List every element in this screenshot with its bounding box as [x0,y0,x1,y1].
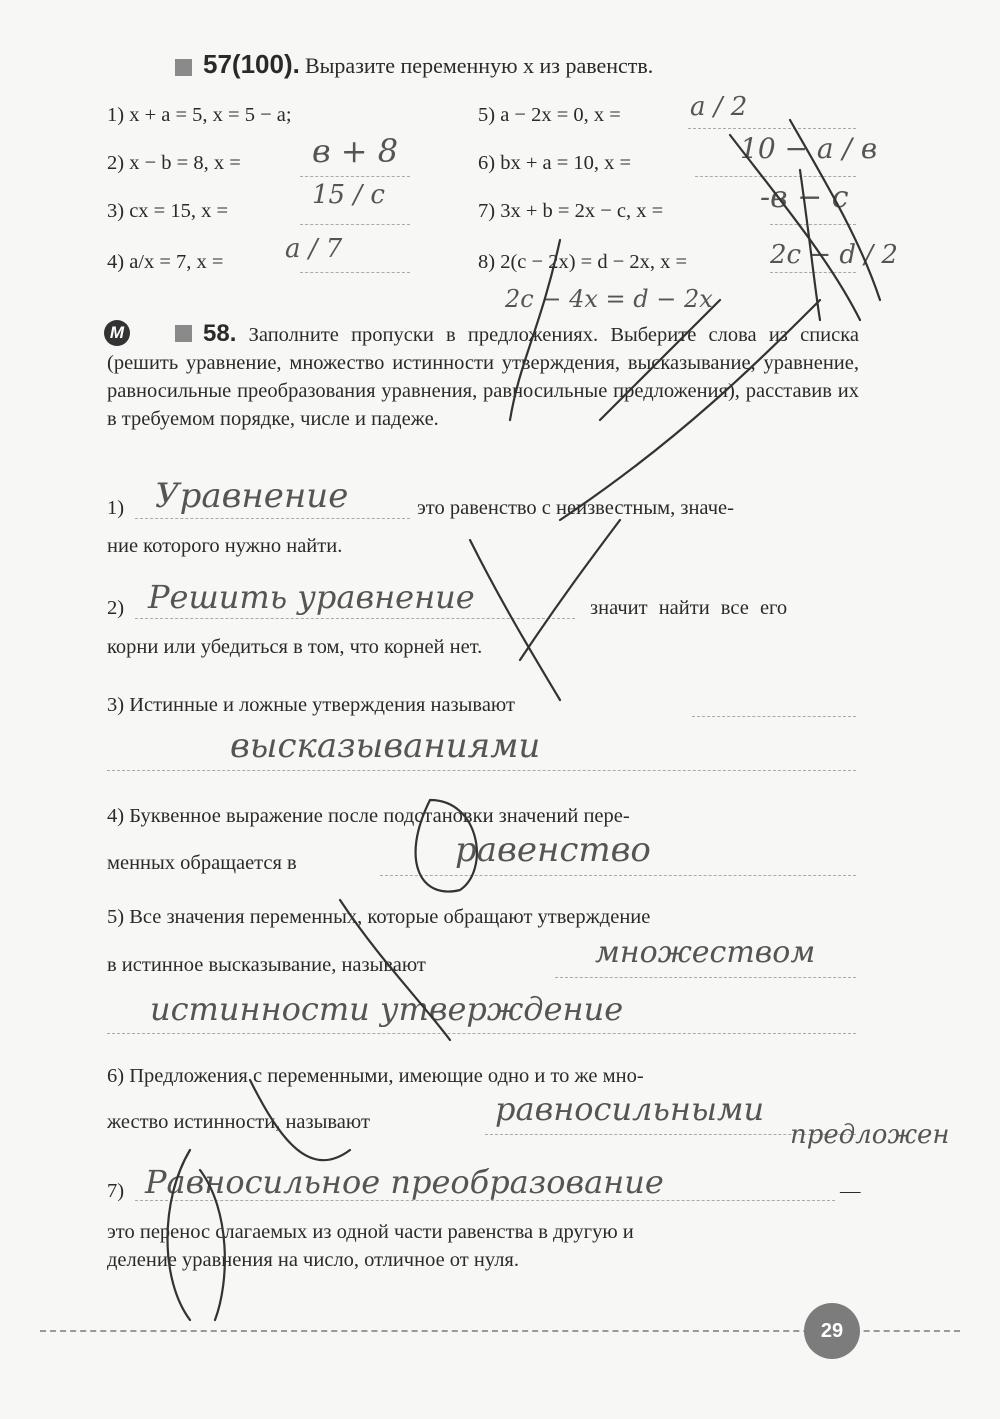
answer-2: Решить уравнение [148,578,475,616]
answer-1: Уравнение [155,476,349,516]
square-bullet-icon [175,59,192,76]
sentence-text: деление уравнения на число, отличное от нуля. [107,1249,519,1271]
pen-stroke [520,520,620,660]
page-number: 29 [804,1303,860,1359]
item-number: 7) [107,1180,125,1202]
sentence-text: значит найти все его [590,597,788,619]
instruction-text: Заполните пропуски в предложениях. Выберите слова из списка (решить уравнение, множество истинности утверждения, высказывание, уравнение, равносильные преобразования уравнения, равносильные предложения), расставив их в требуемом порядке, числе и падеже. [107,324,859,430]
task-58-instruction [107,320,859,433]
answer-line [555,977,856,978]
answer-line [688,128,856,129]
answer-3: 15 / c [312,180,385,210]
answer-5: множеством [595,935,816,970]
answer-line [770,224,856,225]
task-instruction: Выразите переменную x из равенств. [304,53,654,78]
equation-1: 1) x + a = 5, x = 5 − a; [107,104,292,126]
answer-line [300,224,410,225]
answer-line [380,875,856,876]
sentence-text: 3) Истинные и ложные утверждения называют [107,694,515,716]
equation-7: 7) 3x + b = 2x − c, x = [478,200,664,222]
equation-3: 3) cx = 15, x = [107,200,229,222]
answer-5: a / 2 [690,92,748,122]
item-number: 2) [107,597,125,619]
answer-8: 2c − d / 2 [770,240,898,270]
answer-7: Равносильное преобразование [145,1163,664,1201]
equation-5: 5) a − 2x = 0, x = [478,104,621,126]
answer-4: равенство [455,830,651,870]
answer-line [770,272,856,273]
equation-2: 2) x − b = 8, x = [107,152,241,174]
answer-2: в + 8 [312,132,399,170]
answer-line [692,716,856,717]
answer-6-continued: предложен [790,1120,950,1150]
answer-line [300,272,410,273]
sentence-text: ние которого нужно найти. [107,535,343,557]
answer-6: 10 − a / в [740,132,878,165]
pen-stroke [470,540,560,700]
equation-4: 4) a/x = 7, x = [107,251,224,273]
answer-line [135,518,410,519]
answer-line [107,1033,856,1034]
answer-7: -в − c [760,180,849,215]
item-number: 1) [107,497,125,519]
answer-5-continued: истинности утверждение [150,990,624,1028]
sentence-text: в истинное высказывание, называют [107,954,426,976]
answer-line [107,770,856,771]
equation-8: 8) 2(c − 2x) = d − 2x, x = [478,251,688,273]
sentence-text: это равенство с неизвестным, значе- [417,497,734,519]
answer-line [135,618,575,619]
sentence-text: корни или убедиться в том, что корней нет. [107,636,483,658]
m-badge-icon: М [104,320,130,346]
task-number: 58. [203,320,237,347]
sentence-text: 5) Все значения переменных, которые обращают утверждение [107,906,651,928]
task-number: 57(100). [203,49,300,79]
dash: — [840,1180,861,1202]
answer-3: высказываниями [230,726,541,766]
sentence-text: это перенос слагаемых из одной части равенства в другую и [107,1221,634,1243]
task-57-header [203,50,653,81]
answer-6: равносильными [495,1090,765,1128]
sentence-text: 6) Предложения с переменными, имеющие одно и то же мно- [107,1065,644,1087]
sentence-text: менных обращается в [107,852,297,874]
sentence-text: 4) Буквенное выражение после подстановки значений пере- [107,805,630,827]
answer-line [300,176,410,177]
equation-6: 6) bx + a = 10, x = [478,152,632,174]
answer-4: a / 7 [285,234,343,264]
handwritten-work: 2c − 4x = d − 2x [505,285,713,313]
answer-line [695,176,856,177]
sentence-text: жество истинности, называют [107,1111,370,1133]
